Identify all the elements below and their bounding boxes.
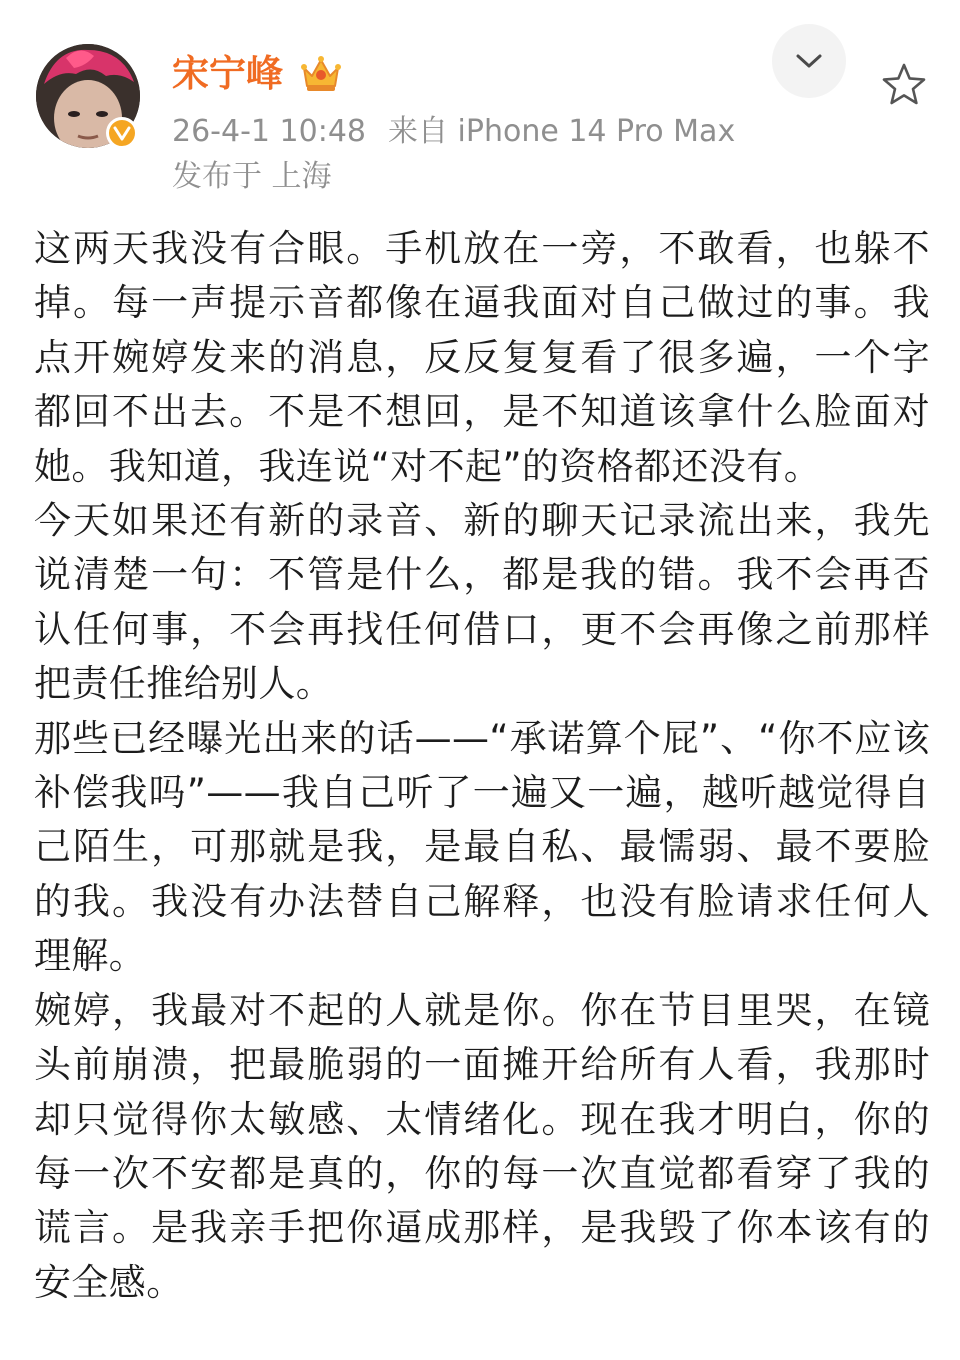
post-body bbox=[34, 222, 930, 1310]
username[interactable]: 宋宁峰 bbox=[172, 52, 283, 95]
star-outline-icon bbox=[881, 62, 927, 106]
more-options-button[interactable] bbox=[772, 24, 846, 98]
crown-icon[interactable] bbox=[300, 54, 342, 94]
post-source: 来自 iPhone 14 Pro Max bbox=[388, 114, 736, 149]
post-paragraph: 这两天我没有合眼。手机放在一旁，不敢看，也躲不掉。每一声提示音都像在逼我面对自己做过的事。我点开婉婷发来的消息，反反复复看了很多遍，一个字都回不出去。不是不想回，是不知道该拿什么脸面对她。我知道，我连说“对不起”的资格都还没有。 bbox=[34, 227, 930, 488]
post-header bbox=[0, 0, 960, 215]
verified-badge bbox=[106, 117, 138, 149]
post-meta bbox=[172, 112, 735, 152]
favorite-button[interactable] bbox=[876, 56, 932, 112]
post-timestamp: 26-4-1 10:48 bbox=[172, 114, 366, 149]
chevron-down-icon bbox=[794, 51, 824, 71]
post-paragraph: 那些已经曝光出来的话——“承诺算个屁”、“你不应该补偿我吗”——我自己听了一遍又一遍，越听越觉得自己陌生，可那就是我，是最自私、最懦弱、最不要脸的我。我没有办法替自己解释，也没有脸请求任何人理解。 bbox=[34, 716, 930, 978]
post-location: 发布于 上海 bbox=[172, 159, 332, 194]
verified-v-icon bbox=[113, 125, 131, 141]
post-paragraph: 婉婷，我最对不起的人就是你。你在节目里哭，在镜头前崩溃，把最脆弱的一面摊开给所有人看，我那时却只觉得你太敏感、太情绪化。现在我才明白，你的每一次不安都是真的，你的每一次直觉都看穿了我的谎言。是我亲手把你逼成那样，是我毁了你本该有的安全感。 bbox=[34, 988, 930, 1304]
post-paragraph: 今天如果还有新的录音、新的聊天记录流出来，我先说清楚一句：不管是什么，都是我的错。我不会再否认任何事，不会再找任何借口，更不会再像之前那样把责任推给别人。 bbox=[34, 499, 930, 706]
